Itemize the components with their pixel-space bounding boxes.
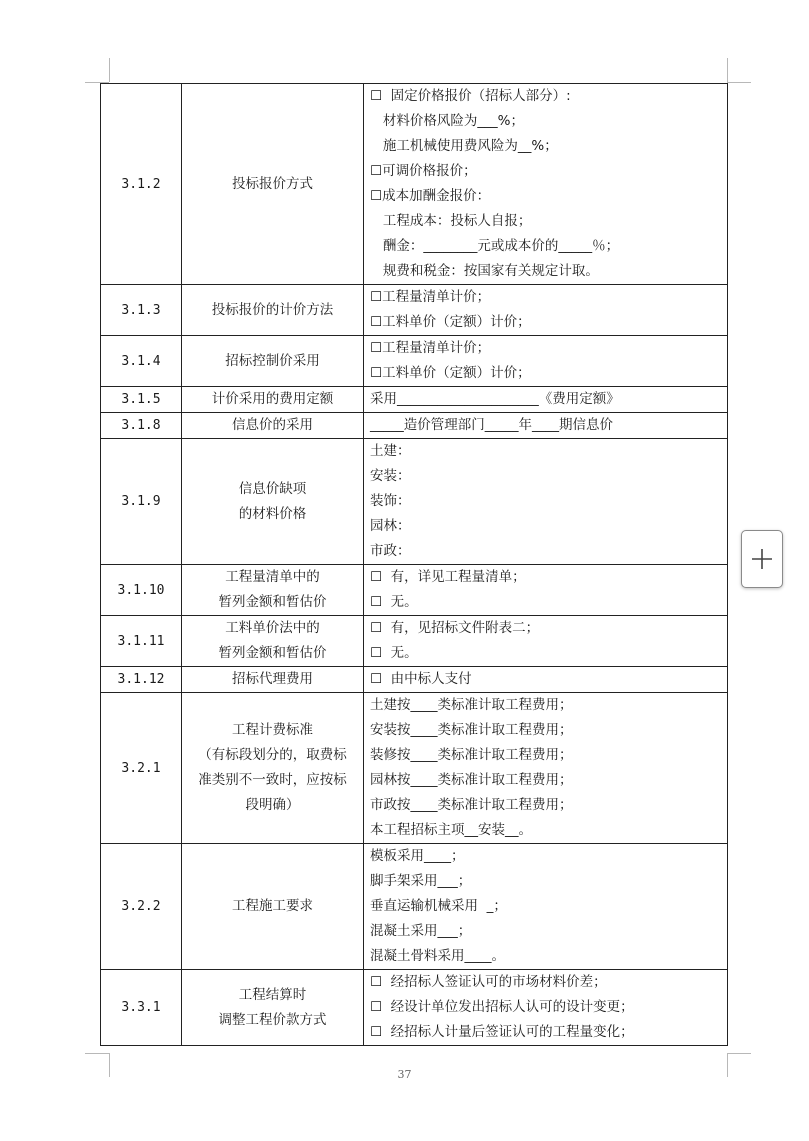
content-line: 本工程招标主项__安装__。	[370, 822, 532, 838]
clause-content	[364, 84, 728, 285]
clause-number: 3.1.12	[101, 667, 182, 693]
clause-title	[182, 970, 364, 1046]
crop-mark-top-right-v	[727, 58, 728, 82]
table-body	[101, 84, 728, 1046]
clause-title-line: 工程计费标准	[232, 722, 313, 738]
content-line: ☐ 无。	[370, 594, 418, 610]
clause-title	[182, 667, 364, 693]
content-line: 采用_____________________《费用定额》	[370, 391, 620, 407]
clause-title-line: 投标报价的计价方法	[211, 301, 334, 318]
clause-number: 3.1.4	[101, 336, 182, 387]
table-row	[101, 693, 728, 844]
clause-title	[182, 439, 364, 565]
clause-title-line: 的材料价格	[238, 505, 307, 522]
clause-number: 3.3.1	[101, 970, 182, 1046]
clause-number: 3.1.10	[101, 565, 182, 616]
tender-terms-table	[100, 83, 728, 1046]
content-line: 市政按____类标准计取工程费用；	[370, 797, 573, 813]
clause-title	[182, 285, 364, 336]
clause-content	[364, 413, 728, 439]
content-line: ☐工程量清单计价；	[370, 340, 491, 356]
clause-title-line: 计价采用的费用定额	[211, 391, 334, 407]
content-line: 工程成本：投标人自报；	[370, 213, 532, 229]
content-line: ☐ 经设计单位发出招标人认可的设计变更；	[370, 999, 634, 1015]
content-line: 装饰：	[370, 493, 411, 509]
content-line: ☐ 固定价格报价（招标人部分）:	[370, 88, 571, 104]
clause-number: 3.1.3	[101, 285, 182, 336]
content-line: 规费和税金：按国家有关规定计取。	[370, 263, 599, 279]
add-button[interactable]	[741, 530, 783, 588]
crop-mark-bottom-left-h	[85, 1053, 109, 1054]
clause-number: 3.1.9	[101, 439, 182, 565]
clause-title-line: 工程量清单中的	[225, 569, 320, 585]
clause-title	[182, 565, 364, 616]
content-line: ☐ 有，详见工程量清单；	[370, 569, 526, 585]
clause-title-line: 暂列金额和暂估价	[218, 594, 327, 610]
clause-content	[364, 844, 728, 970]
content-line: 园林：	[370, 518, 411, 534]
table-row	[101, 387, 728, 413]
page-number: 37	[397, 1068, 412, 1081]
clause-content	[364, 336, 728, 387]
crop-mark-bottom-right-h	[727, 1053, 751, 1054]
clause-number: 3.1.8	[101, 413, 182, 439]
content-line: 酬金：________元或成本价的_____％；	[370, 238, 620, 254]
content-line: ☐工料单价（定额）计价；	[370, 314, 531, 330]
table-row	[101, 413, 728, 439]
clause-title-line: 信息价缺项	[238, 480, 307, 497]
clause-content	[364, 693, 728, 844]
clause-title-line: 工料单价法中的	[225, 620, 320, 636]
content-line: 混凝土骨料采用____。	[370, 948, 505, 964]
clause-title	[182, 693, 364, 844]
content-line: 装修按____类标准计取工程费用；	[370, 747, 573, 763]
clause-title-line: 调整工程价款方式	[218, 1011, 327, 1028]
clause-title-line: （有标段划分的，取费标	[198, 747, 347, 763]
clause-content	[364, 970, 728, 1046]
content-line: ☐ 无。	[370, 645, 418, 661]
clause-title-line: 暂列金额和暂估价	[218, 645, 327, 661]
content-line: ☐工料单价（定额）计价；	[370, 365, 531, 381]
clause-number: 3.2.2	[101, 844, 182, 970]
content-line: 土建：	[370, 443, 411, 459]
content-line: ☐ 经招标人签证认可的市场材料价差；	[370, 974, 607, 990]
plus-icon	[751, 548, 773, 570]
clause-content	[364, 285, 728, 336]
table-row	[101, 565, 728, 616]
clause-title-line: 投标报价方式	[232, 175, 313, 192]
table-row	[101, 667, 728, 693]
clause-title-line: 段明确）	[245, 797, 300, 813]
clause-title	[182, 616, 364, 667]
clause-content	[364, 439, 728, 565]
clause-title	[182, 84, 364, 285]
clause-content	[364, 565, 728, 616]
content-line: 安装按____类标准计取工程费用；	[370, 722, 573, 738]
clause-title	[182, 413, 364, 439]
content-line: ☐ 由中标人支付	[370, 671, 472, 687]
table-row	[101, 844, 728, 970]
content-line: ☐成本加酬金报价：	[370, 188, 491, 204]
clause-title-line: 工程施工要求	[232, 898, 313, 914]
clause-number: 3.1.2	[101, 84, 182, 285]
content-line: ☐工程量清单计价；	[370, 289, 491, 305]
table-row	[101, 616, 728, 667]
content-line: 材料价格风险为___%；	[370, 113, 524, 129]
table-row	[101, 970, 728, 1046]
content-line: 市政：	[370, 543, 411, 559]
content-line: 模板采用____；	[370, 848, 465, 864]
table-row	[101, 439, 728, 565]
content-line: ☐可调价格报价；	[370, 163, 477, 179]
table-row	[101, 285, 728, 336]
clause-title-line: 信息价的采用	[232, 417, 313, 433]
clause-title-line: 招标代理费用	[232, 671, 313, 687]
content-line: 安装：	[370, 468, 411, 484]
clause-content	[364, 616, 728, 667]
content-line: ☐ 有，见招标文件附表二；	[370, 620, 540, 636]
crop-mark-top-left-v	[109, 58, 110, 82]
crop-mark-top-right-h	[727, 82, 751, 83]
clause-title	[182, 844, 364, 970]
clause-number: 3.2.1	[101, 693, 182, 844]
content-line: 混凝土采用___；	[370, 923, 472, 939]
clause-number: 3.1.11	[101, 616, 182, 667]
clause-title	[182, 387, 364, 413]
table-row	[101, 336, 728, 387]
content-line: ☐ 经招标人计量后签证认可的工程量变化；	[370, 1024, 634, 1040]
content-line: _____造价管理部门_____年____期信息价	[370, 417, 613, 433]
clause-title-line: 准类别不一致时，应按标	[198, 772, 347, 788]
content-line: 垂直运输机械采用 _；	[370, 898, 507, 914]
table-row	[101, 84, 728, 285]
clause-title-line: 工程结算时	[238, 986, 307, 1003]
clause-content	[364, 387, 728, 413]
clause-content	[364, 667, 728, 693]
clause-title	[182, 336, 364, 387]
content-line: 脚手架采用___；	[370, 873, 472, 889]
content-line: 园林按____类标准计取工程费用；	[370, 772, 573, 788]
content-line: 土建按____类标准计取工程费用；	[370, 697, 573, 713]
clause-title-line: 招标控制价采用	[225, 352, 320, 369]
content-line: 施工机械使用费风险为__%；	[370, 138, 558, 154]
clause-number: 3.1.5	[101, 387, 182, 413]
